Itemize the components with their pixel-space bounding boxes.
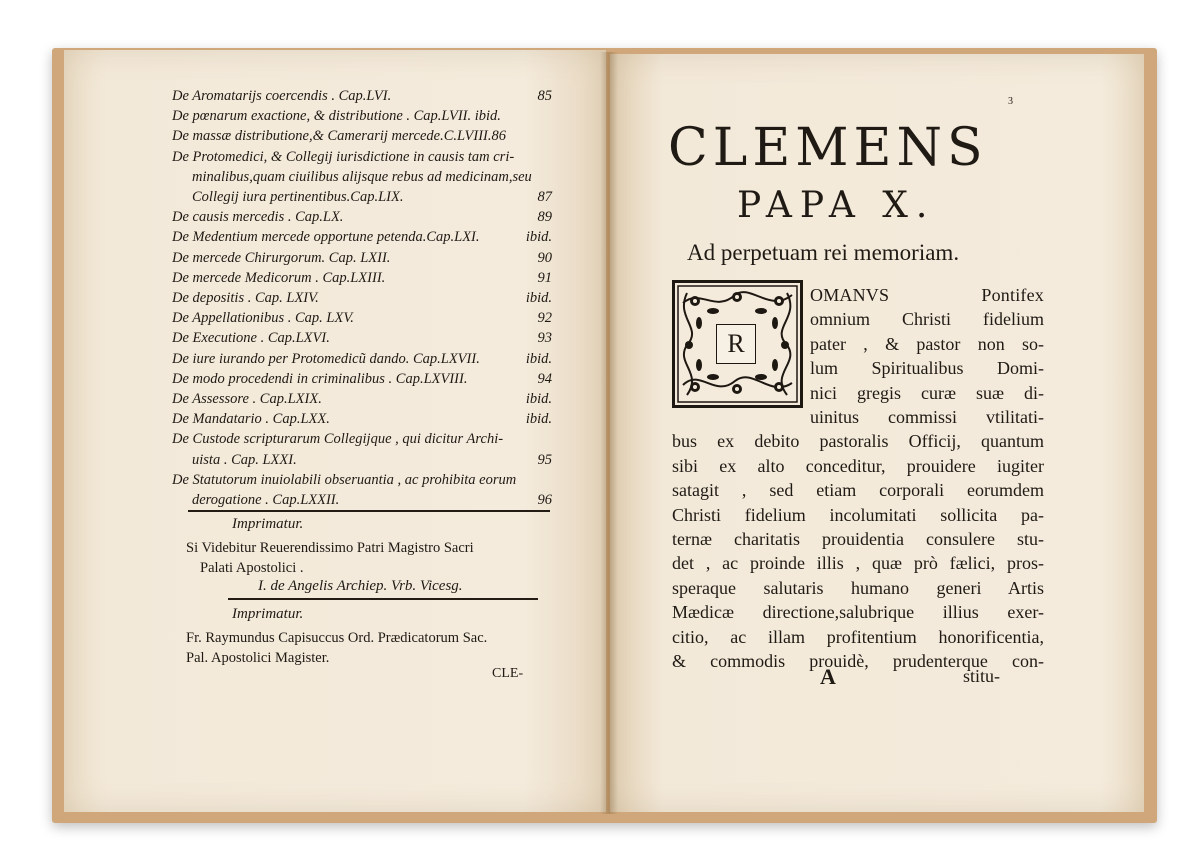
index-row (172, 409, 552, 429)
body-line: omnium Christi fidelium (810, 309, 1044, 330)
imprimatur-text-1 (186, 538, 474, 578)
index-row (172, 187, 552, 207)
index-entry: De mercede Medicorum . Cap.LXIII. (172, 269, 386, 286)
separator-rule (188, 510, 550, 512)
index-row (172, 369, 552, 389)
index-entry: De Custode scripturarum Collegijque , qui dicitur Archi- (172, 431, 504, 448)
index-page-number: ibid. (525, 290, 552, 307)
index-row (172, 126, 552, 146)
index-entry: De pœnarum exactione, & distributione . Cap.LVII. ibid. (172, 108, 501, 125)
index-entry: derogatione . Cap.LXXII. (192, 492, 340, 509)
body-line: Christi fidelium incolumitati sollicita pa- (672, 504, 1044, 525)
index-row (172, 288, 552, 308)
index-entry: Collegij iura pertinentibus.Cap.LIX. (192, 189, 404, 206)
index-entry: De Assessore . Cap.LXIX. (172, 391, 322, 408)
body-line: nici gregis curæ suæ di- (810, 382, 1044, 403)
index-entry: De Mandatario . Cap.LXX. (172, 411, 330, 428)
imprimatur-text-2 (186, 628, 487, 668)
index-entry: De iure iurando per Protomedicũ dando. Cap.LXVII. (172, 350, 480, 367)
imprimatur-line: Palati Apostolici . (200, 560, 304, 576)
subtitle: Ad perpetuam rei memoriam. (687, 240, 960, 265)
title-papa: PAPA X. (737, 185, 936, 226)
title-clemens: CLEMENS (668, 118, 988, 178)
index-row (172, 147, 552, 167)
index-page-number: ibid. (525, 350, 552, 367)
body-line: citio, ac illam profitentium honorificentia, (672, 626, 1044, 647)
body-line: uinitus commissi vtilitati- (810, 407, 1044, 428)
body-line: OMANVS Pontifex (810, 285, 1044, 305)
index-page-number: 94 (537, 370, 552, 387)
index-page-number: 95 (537, 451, 552, 468)
index-entry: De depositis . Cap. LXIV. (172, 290, 319, 307)
index-entry: De Protomedici, & Collegij iurisdictione in causis tam cri- (172, 148, 515, 165)
signature-mark: A (820, 664, 836, 689)
index-entry: De massæ distributione,& Camerarij mercede.C.LVIII.86 (172, 128, 507, 145)
index-page-number: 93 (537, 330, 552, 347)
body-line: det , ac proinde illis , quæ prò fælici, pros- (672, 553, 1044, 574)
catchword-left: CLE- (492, 666, 524, 681)
body-line: & commodis prouidè, prudenterque con- (672, 651, 1044, 672)
catchword-right: stitu- (963, 666, 1001, 686)
index-row (172, 328, 552, 348)
index-row (172, 86, 552, 106)
decree-body-text (672, 283, 1044, 674)
chapter-index (172, 86, 552, 510)
imprimatur-signature: I. de Angelis Archiep. Vrb. Vicesg. (258, 578, 463, 594)
index-entry: De modo procedendi in criminalibus . Cap.LXVIII. (172, 370, 468, 387)
index-row (172, 389, 552, 409)
body-line: pater , & pastor non so- (810, 333, 1044, 354)
body-line: sibi ex alto conceditur, prouidere iugiter (672, 455, 1044, 476)
body-line: Mædicæ directione,salubrique illius exer- (672, 602, 1044, 623)
index-entry: uista . Cap. LXXI. (192, 451, 297, 468)
index-entry: minalibus,quam ciuilibus alijsque rebus ad medicinam,seu (192, 168, 532, 185)
index-row (172, 308, 552, 328)
initial-letter: R (716, 324, 756, 364)
body-line: ternæ charitatis prouidentia consulere stu- (672, 529, 1044, 550)
body-line: lum Spiritualibus Domi- (810, 358, 1044, 379)
index-page-number: ibid. (525, 391, 552, 408)
index-entry: De causis mercedis . Cap.LX. (172, 209, 344, 226)
imprimatur-line: Si Videbitur Reuerendissimo Patri Magistro Sacri (186, 540, 474, 556)
body-line: bus ex debito pastoralis Officij, quantum (672, 431, 1044, 452)
page-mark: 3 (1008, 96, 1013, 107)
separator-rule (228, 598, 538, 600)
index-row (172, 429, 552, 449)
index-row (172, 470, 552, 490)
index-row (172, 268, 552, 288)
book-gutter (600, 52, 618, 814)
index-entry: De Appellationibus . Cap. LXV. (172, 310, 354, 327)
imprimatur-line: Pal. Apostolici Magister. (186, 650, 330, 666)
body-line: speraque salutaris humano generi Artis (672, 577, 1044, 598)
index-page-number: 87 (537, 189, 552, 206)
index-page-number: 91 (537, 269, 552, 286)
index-entry: De Medentium mercede opportune petenda.Cap.LXI. (172, 229, 480, 246)
imprimatur-heading-2: Imprimatur. (232, 606, 304, 622)
index-page-number: 96 (537, 492, 552, 509)
index-page-number: 90 (537, 249, 552, 266)
index-row (172, 450, 552, 470)
index-entry: De Aromatarijs coercendis . Cap.LVI. (172, 88, 392, 104)
index-row (172, 490, 552, 510)
index-page-number: 92 (537, 310, 552, 327)
index-entry: De Statutorum inuiolabili obseruantia , ac prohibita eorum (172, 471, 517, 488)
index-row (172, 349, 552, 369)
imprimatur-line: Fr. Raymundus Capisuccus Ord. Prædicatorum Sac. (186, 630, 488, 646)
index-row (172, 248, 552, 268)
index-page-number: ibid. (525, 229, 552, 246)
index-page-number: 89 (537, 209, 552, 226)
index-entry: De Executione . Cap.LXVI. (172, 330, 330, 347)
index-row (172, 207, 552, 227)
index-page-number: 85 (537, 88, 552, 104)
body-line: satagit , sed etiam corporali eorumdem (672, 480, 1044, 501)
imprimatur-heading-1: Imprimatur. (232, 516, 304, 532)
index-row (172, 167, 552, 187)
index-row (172, 106, 552, 126)
index-row (172, 227, 552, 247)
index-entry: De mercede Chirurgorum. Cap. LXII. (172, 249, 391, 266)
index-page-number: ibid. (525, 411, 552, 428)
